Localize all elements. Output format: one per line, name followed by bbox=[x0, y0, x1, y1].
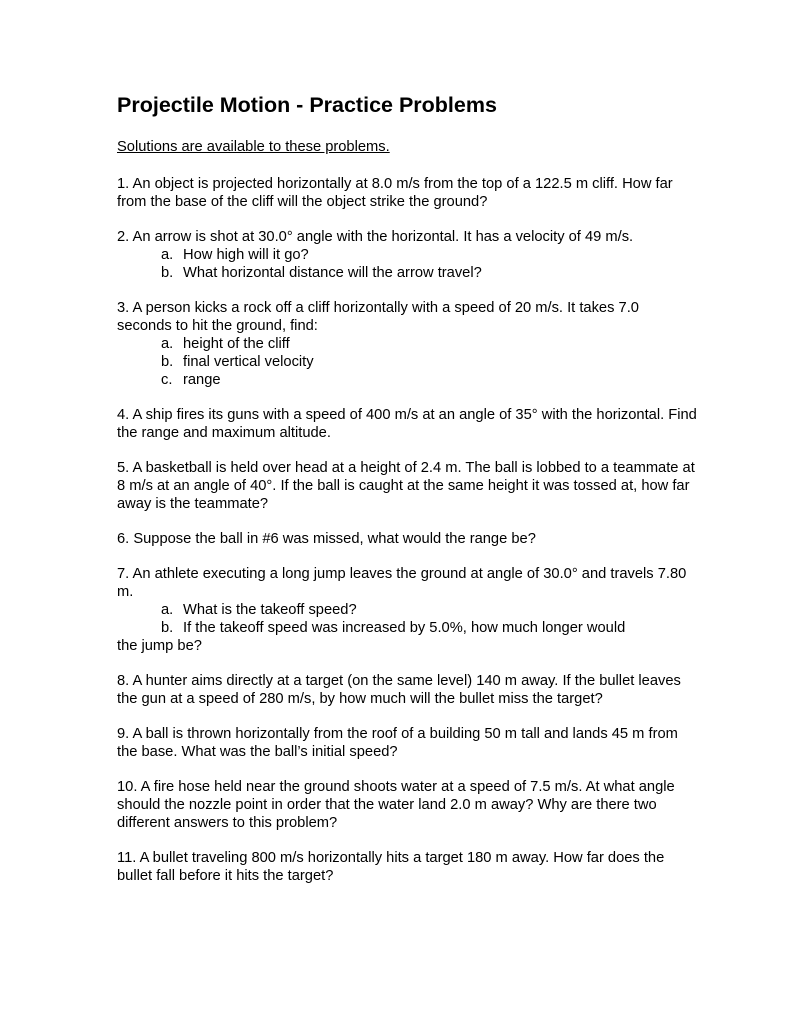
problem-text: 11. A bullet traveling 800 m/s horizontally hits a target 180 m away. How far does the bullet fall before it hits the target? bbox=[117, 850, 665, 884]
problem-10 bbox=[117, 778, 697, 832]
problem-11 bbox=[117, 849, 697, 885]
problem-text: 7. An athlete executing a long jump leaves the ground at angle of 30.0° and travels 7.80 m. bbox=[117, 566, 687, 600]
sub-question bbox=[117, 619, 697, 637]
sub-letter: a. bbox=[161, 247, 174, 263]
problem-list bbox=[117, 175, 697, 902]
problem-text: 3. A person kicks a rock off a cliff horizontally with a speed of 20 m/s. It takes 7.0 seconds to hit the ground, find: bbox=[117, 300, 639, 334]
problem-9 bbox=[117, 725, 697, 761]
sub-question bbox=[117, 371, 697, 389]
sub-question bbox=[117, 353, 697, 371]
sub-question bbox=[117, 601, 697, 619]
solutions-note: Solutions are available to these problems. bbox=[117, 139, 390, 155]
sub-letter: b. bbox=[161, 620, 174, 636]
problem-6 bbox=[117, 530, 697, 548]
sub-letter: b. bbox=[161, 265, 174, 281]
problem-text: 6. Suppose the ball in #6 was missed, what would the range be? bbox=[117, 531, 536, 547]
problem-text: 8. A hunter aims directly at a target (on the same level) 140 m away. If the bullet leaves the gun at a speed of 280 m/s, by how much will the bullet miss the target? bbox=[117, 673, 681, 707]
problem-text: 2. An arrow is shot at 30.0° angle with the horizontal. It has a velocity of 49 m/s. bbox=[117, 229, 634, 245]
sub-letter: b. bbox=[161, 354, 174, 370]
problem-2 bbox=[117, 228, 697, 282]
problem-text: 1. An object is projected horizontally at 8.0 m/s from the top of a 122.5 m cliff. How far from the base of the cliff will the object strike the ground? bbox=[117, 176, 673, 210]
sub-question bbox=[117, 264, 697, 282]
sub-text: If the takeoff speed was increased by 5.0%, how much longer would bbox=[183, 620, 626, 636]
sub-letter: c. bbox=[161, 372, 173, 388]
problem-5 bbox=[117, 459, 697, 513]
sub-letter: a. bbox=[161, 602, 174, 618]
problem-7 bbox=[117, 565, 697, 655]
sub-question bbox=[117, 246, 697, 264]
sub-text: How high will it go? bbox=[183, 247, 309, 263]
sub-letter: a. bbox=[161, 336, 174, 352]
sub-text: What is the takeoff speed? bbox=[183, 602, 357, 618]
problem-4 bbox=[117, 406, 697, 442]
problem-1 bbox=[117, 175, 697, 211]
problem-text: 9. A ball is thrown horizontally from the roof of a building 50 m tall and lands 45 m from the base. What was the ball’s initial speed? bbox=[117, 726, 678, 760]
problem-text: 5. A basketball is held over head at a height of 2.4 m. The ball is lobbed to a teammate at 8 m/s at an angle of 40°. If the ball is caught at the same height it was tossed at, how far away is the teammate? bbox=[117, 460, 695, 512]
sub-text: What horizontal distance will the arrow travel? bbox=[183, 265, 482, 281]
sub-text-continuation: the jump be? bbox=[117, 638, 202, 654]
problem-text: 4. A ship fires its guns with a speed of 400 m/s at an angle of 35° with the horizontal. Find the range and maximum altitude. bbox=[117, 407, 697, 441]
sub-text: final vertical velocity bbox=[183, 354, 314, 370]
problem-8 bbox=[117, 672, 697, 708]
sub-question bbox=[117, 335, 697, 353]
page-title: Projectile Motion - Practice Problems bbox=[117, 93, 497, 117]
problem-text: 10. A fire hose held near the ground shoots water at a speed of 7.5 m/s. At what angle should the nozzle point in order that the water land 2.0 m away? Why are there two different answers to this problem? bbox=[117, 779, 675, 831]
problem-3 bbox=[117, 299, 697, 389]
sub-text: height of the cliff bbox=[183, 336, 290, 352]
sub-text: range bbox=[183, 372, 221, 388]
